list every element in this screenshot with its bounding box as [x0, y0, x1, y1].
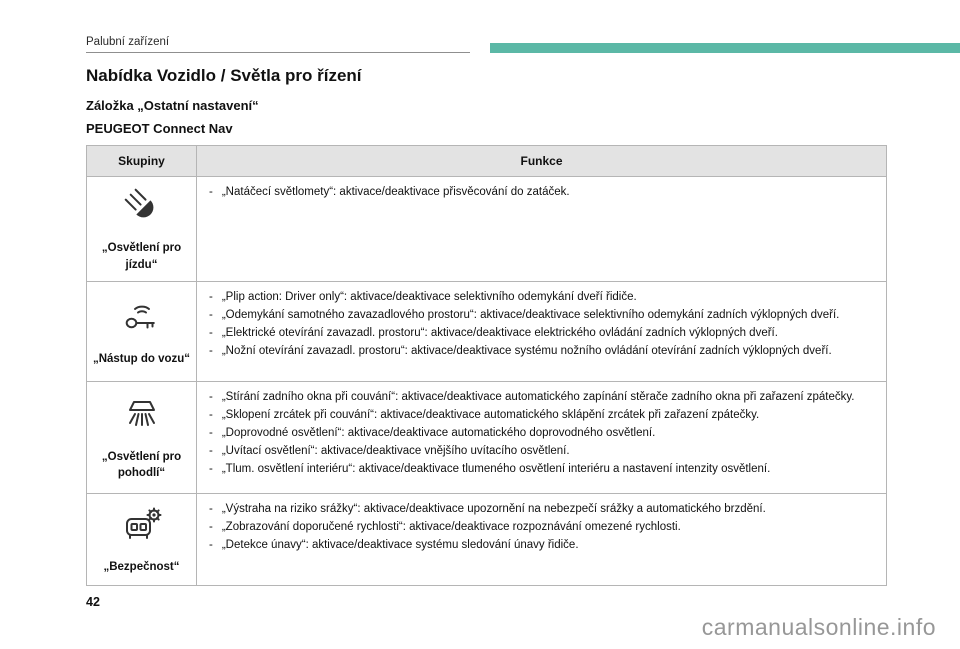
function-item: - „Nožní otevírání zavazadl. prostoru“: aktivace/deaktivace systému nožního ovládání otevírání zadních výklopných dveří.	[209, 345, 832, 358]
table-row	[87, 382, 887, 494]
page-number: 42	[86, 595, 100, 609]
table-row	[87, 494, 887, 586]
header-rule	[86, 52, 470, 53]
group-cell-driving-lights	[87, 177, 197, 282]
function-item: - „Odemykání samotného zavazadlového prostoru“: aktivace/deaktivace selektivního odemykání zadních výklopných dveří.	[209, 309, 840, 322]
function-item: - „Výstraha na riziko srážky“: aktivace/deaktivace upozornění na nebezpečí srážky a automatického brzdění.	[209, 503, 766, 516]
function-item: - „Stírání zadního okna při couvání“: aktivace/deaktivace automatického zapínání stěrače zadního okna při zařazení zpátečky.	[209, 391, 855, 404]
cornering-headlight-icon	[119, 185, 165, 227]
group-cell-vehicle-entry	[87, 282, 197, 382]
section-header: Palubní zařízení	[86, 36, 170, 48]
table-row	[87, 177, 887, 282]
function-list	[209, 289, 876, 360]
column-header-groups: Skupiny	[87, 146, 197, 177]
function-item: - „Elektrické otevírání zavazadl. prostoru“: aktivace/deaktivace elektrického ovládání zadních výklopných dveří.	[209, 327, 778, 340]
settings-table	[86, 145, 887, 586]
accent-bar	[490, 43, 960, 53]
function-item: - „Sklopení zrcátek při couvání“: aktivace/deaktivace automatického sklápění zrcátek při zařazení zpátečky.	[209, 409, 760, 422]
group-cell-comfort-lighting	[87, 382, 197, 494]
interior-light-icon	[119, 394, 165, 436]
column-header-functions: Funkce	[197, 146, 887, 177]
group-cell-safety	[87, 494, 197, 586]
function-item: - „Tlum. osvětlení interiéru“: aktivace/deaktivace tlumeného osvětlení interiéru a nastavení intenzity osvětlení.	[209, 463, 771, 476]
remote-key-icon	[119, 296, 165, 338]
function-item: - „Natáčecí světlomety“: aktivace/deaktivace přisvěcování do zatáček.	[209, 186, 570, 198]
function-list	[209, 389, 876, 478]
functions-cell	[197, 282, 887, 382]
table-row	[87, 282, 887, 382]
function-list	[209, 184, 876, 201]
group-label: „Nástup do vozu“	[92, 353, 191, 365]
group-label: „Osvětlení pro jízdu“	[101, 242, 182, 271]
table-header-row	[87, 146, 887, 177]
function-item: - „Doprovodné osvětlení“: aktivace/deaktivace automatického doprovodného osvětlení.	[209, 427, 656, 440]
function-list	[209, 501, 876, 554]
group-label: „Osvětlení pro pohodlí“	[101, 450, 182, 480]
function-item: - „Detekce únavy“: aktivace/deaktivace systému sledování únavy řidiče.	[209, 539, 579, 552]
car-safety-settings-icon	[119, 504, 165, 546]
subtitle-tab: Záložka „Ostatní nastavení“	[86, 98, 259, 113]
functions-cell	[197, 177, 887, 282]
function-item: - „Plip action: Driver only“: aktivace/deaktivace selektivního odemykání dveří řidiče.	[209, 291, 637, 304]
subtitle-system: PEUGEOT Connect Nav	[86, 121, 233, 136]
function-item: - „Uvítací osvětlení“: aktivace/deaktivace vnějšího uvítacího osvětlení.	[209, 445, 570, 458]
functions-cell	[197, 494, 887, 586]
functions-cell	[197, 382, 887, 494]
group-label: „Bezpečnost“	[103, 561, 180, 573]
page-title: Nabídka Vozidlo / Světla pro řízení	[86, 66, 362, 85]
watermark: carmanualsonline.info	[701, 614, 936, 640]
function-item: - „Zobrazování doporučené rychlosti“: aktivace/deaktivace rozpoznávání omezené rychlosti.	[209, 521, 681, 534]
